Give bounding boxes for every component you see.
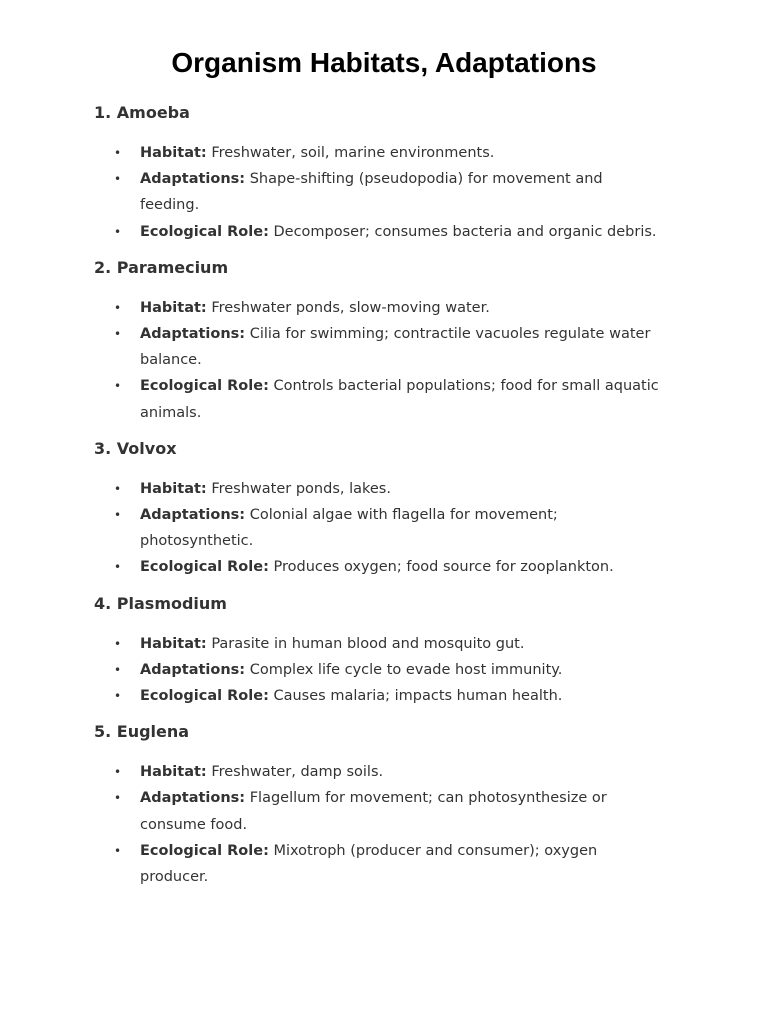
- list-item: [114, 166, 660, 218]
- organism-section: [94, 719, 674, 890]
- section-heading: 4. Plasmodium: [94, 593, 227, 613]
- list-item: [114, 476, 660, 502]
- list-item: [114, 631, 660, 657]
- fact-text: Flagellum for movement; can photosynthesize or consume food.: [140, 790, 607, 833]
- bullet-icon: •: [114, 508, 122, 523]
- organism-sections: [94, 100, 674, 900]
- fact-text: Produces oxygen; food source for zooplankton.: [273, 559, 614, 576]
- list-item: [114, 683, 660, 709]
- fact-text: Causes malaria; impacts human health.: [273, 688, 563, 705]
- fact-label: Habitat:: [140, 764, 207, 781]
- section-heading: 1. Amoeba: [94, 103, 190, 122]
- organism-section: [94, 100, 674, 245]
- fact-label: Ecological Role:: [140, 688, 269, 705]
- bullet-icon: •: [114, 791, 122, 806]
- organism-section: [94, 591, 674, 710]
- fact-list: [94, 295, 674, 426]
- list-item: [114, 295, 660, 321]
- fact-text: Parasite in human blood and mosquito gut.: [211, 635, 525, 652]
- bullet-icon: •: [114, 224, 122, 239]
- fact-label: Habitat:: [140, 480, 207, 497]
- fact-text: Complex life cycle to evade host immunity.: [249, 661, 563, 678]
- list-item: [114, 321, 660, 373]
- list-item: [114, 219, 660, 245]
- fact-list: [94, 759, 674, 890]
- bullet-icon: •: [114, 300, 122, 315]
- fact-text: Colonial algae with flagella for movement; photosynthetic.: [140, 507, 558, 550]
- fact-list: [94, 140, 674, 245]
- fact-list: [94, 631, 674, 710]
- fact-label: Adaptations:: [140, 171, 246, 188]
- list-item: [114, 759, 660, 785]
- fact-label: Adaptations:: [140, 790, 246, 807]
- fact-label: Ecological Role:: [140, 223, 269, 240]
- bullet-icon: •: [114, 689, 122, 704]
- fact-label: Ecological Role:: [140, 378, 269, 395]
- fact-label: Ecological Role:: [140, 842, 269, 859]
- fact-label: Adaptations:: [140, 326, 246, 343]
- list-item: [114, 502, 660, 554]
- bullet-icon: •: [114, 481, 122, 496]
- list-item: [114, 838, 660, 890]
- fact-text: Decomposer; consumes bacteria and organic debris.: [273, 223, 657, 240]
- organism-section: [94, 436, 674, 581]
- fact-text: Controls bacterial populations; food for small aquatic animals.: [140, 378, 659, 421]
- fact-label: Habitat:: [140, 145, 207, 161]
- fact-text: Freshwater, damp soils.: [211, 764, 384, 781]
- bullet-icon: •: [114, 662, 122, 677]
- bullet-icon: •: [114, 379, 122, 394]
- list-item: [114, 140, 660, 166]
- bullet-icon: •: [114, 765, 122, 780]
- fact-label: Adaptations:: [140, 661, 246, 678]
- section-heading: 2. Paramecium: [94, 257, 229, 277]
- section-heading: 5. Euglena: [94, 722, 190, 742]
- fact-label: Habitat:: [140, 299, 207, 316]
- list-item: [114, 657, 660, 683]
- fact-label: Adaptations:: [140, 507, 246, 524]
- bullet-icon: •: [114, 146, 122, 160]
- bullet-icon: •: [114, 636, 122, 651]
- document-title: Organism Habitats, Adaptations: [171, 47, 597, 78]
- bullet-icon: •: [114, 843, 122, 858]
- fact-text: Freshwater, soil, marine environments.: [211, 145, 495, 161]
- fact-text: Freshwater ponds, lakes.: [211, 480, 391, 497]
- fact-label: Ecological Role:: [140, 559, 269, 576]
- fact-text: Shape-shifting (pseudopodia) for movement and feeding.: [140, 171, 603, 214]
- bullet-icon: •: [114, 172, 122, 187]
- list-item: [114, 554, 660, 580]
- organism-section: [94, 255, 674, 426]
- fact-list: [94, 476, 674, 581]
- bullet-icon: •: [114, 560, 122, 575]
- fact-text: Freshwater ponds, slow-moving water.: [211, 299, 490, 316]
- section-heading: 3. Volvox: [94, 438, 177, 458]
- fact-text: Cilia for swimming; contractile vacuoles regulate water balance.: [140, 326, 651, 369]
- list-item: [114, 373, 660, 425]
- bullet-icon: •: [114, 327, 122, 342]
- fact-text: Mixotroph (producer and consumer); oxygen producer.: [140, 842, 598, 886]
- fact-label: Habitat:: [140, 635, 207, 652]
- list-item: [114, 785, 660, 837]
